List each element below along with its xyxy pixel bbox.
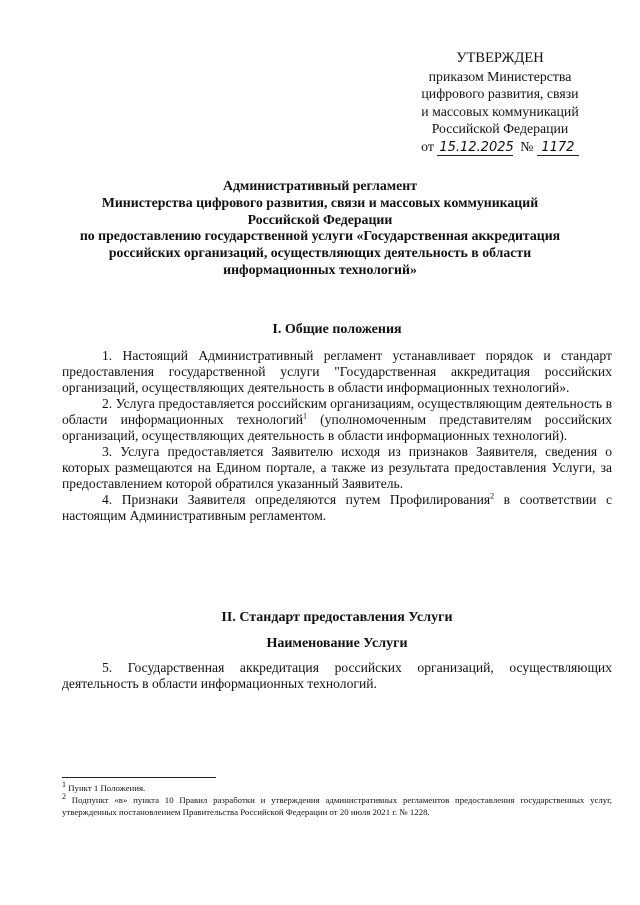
footnote-mark: 2 xyxy=(62,791,66,801)
number-prefix: № xyxy=(520,138,534,154)
section-heading: II. Стандарт предоставления Услуги xyxy=(221,610,453,625)
footnote-1 xyxy=(62,780,612,795)
paragraph-1: 1. Настоящий Административный регламент устанавливает порядок и стандарт предоставления государственной услуги "Государственная аккредитация российских организаций, осуществляющих деятельность в области информационных технологий». xyxy=(62,348,612,395)
footnotes xyxy=(62,780,612,818)
title-line: Российской Федерации xyxy=(247,211,393,227)
paragraph-5: 5. Государственная аккредитация российских организаций, осуществляющих деятельность в области информационных технологий. xyxy=(62,660,612,691)
paragraph-text: (уполномоченным представителям российских организаций, осуществляющих деятельность в области информационных технологий). xyxy=(62,412,613,443)
footnote-mark: 1 xyxy=(62,780,66,790)
title-line: Министерства цифрового развития, связи и массовых коммуникаций xyxy=(101,194,539,210)
approval-line: и массовых коммуникаций xyxy=(421,103,579,119)
section-heading: I. Общие положения xyxy=(272,322,402,337)
paragraph-text: в соответствии с настоящим Административным регламентом. xyxy=(62,492,612,523)
approved-label: УТВЕРЖДЕН xyxy=(456,50,544,66)
paragraph-3: 3. Услуга предоставляется Заявителю исходя из признаков Заявителя, сведения о которых размещаются на Едином портале, а также из результата предоставления Услуги, за предоставлением которой обратился указанный Заявитель. xyxy=(62,444,612,491)
paragraph-text: 4. Признаки Заявителя определяются путем Профилирования xyxy=(102,492,491,507)
handwritten-number: 1172 xyxy=(537,140,579,156)
footnote-text: Подпункт «в» пункта 10 Правил разработки и утверждения административных регламентов предоставления государственных услуг, утвержденных постановлением Правительства Российской Федерации от 20 июля 2021 г. № 1228. xyxy=(62,794,612,817)
paragraph-4 xyxy=(62,492,612,524)
footnote-divider xyxy=(62,777,216,778)
approval-line: цифрового развития, связи xyxy=(421,86,579,101)
section-standard xyxy=(62,610,612,692)
approval-line: приказом Министерства xyxy=(428,68,572,84)
document-title xyxy=(40,178,600,279)
footnote-2 xyxy=(62,791,612,819)
section-general xyxy=(62,322,612,524)
title-line: российских организаций, осуществляющих деятельность в области xyxy=(108,245,532,261)
date-prefix: от xyxy=(421,138,434,154)
title-line: Административный регламент xyxy=(222,178,418,193)
title-line: информационных технологий» xyxy=(223,261,417,277)
footnote-text: Пункт 1 Положения. xyxy=(66,783,146,793)
approval-line: Российской Федерации xyxy=(431,121,569,136)
approval-stamp xyxy=(400,50,600,156)
title-line: по предоставлению государственной услуги «Государственная аккредитация xyxy=(79,228,561,244)
paragraph-text: 2. Услуга предоставляется российским организациям, осуществляющим деятельность в области информационных технологий xyxy=(62,396,612,427)
subsection-heading: Наименование Услуги xyxy=(266,636,408,651)
approval-date-line xyxy=(400,138,600,156)
handwritten-date: 15.12.2025 xyxy=(439,139,514,155)
paragraph-2 xyxy=(62,396,612,444)
footnote-ref: 1 xyxy=(303,411,308,421)
footnote-ref: 2 xyxy=(490,491,495,501)
